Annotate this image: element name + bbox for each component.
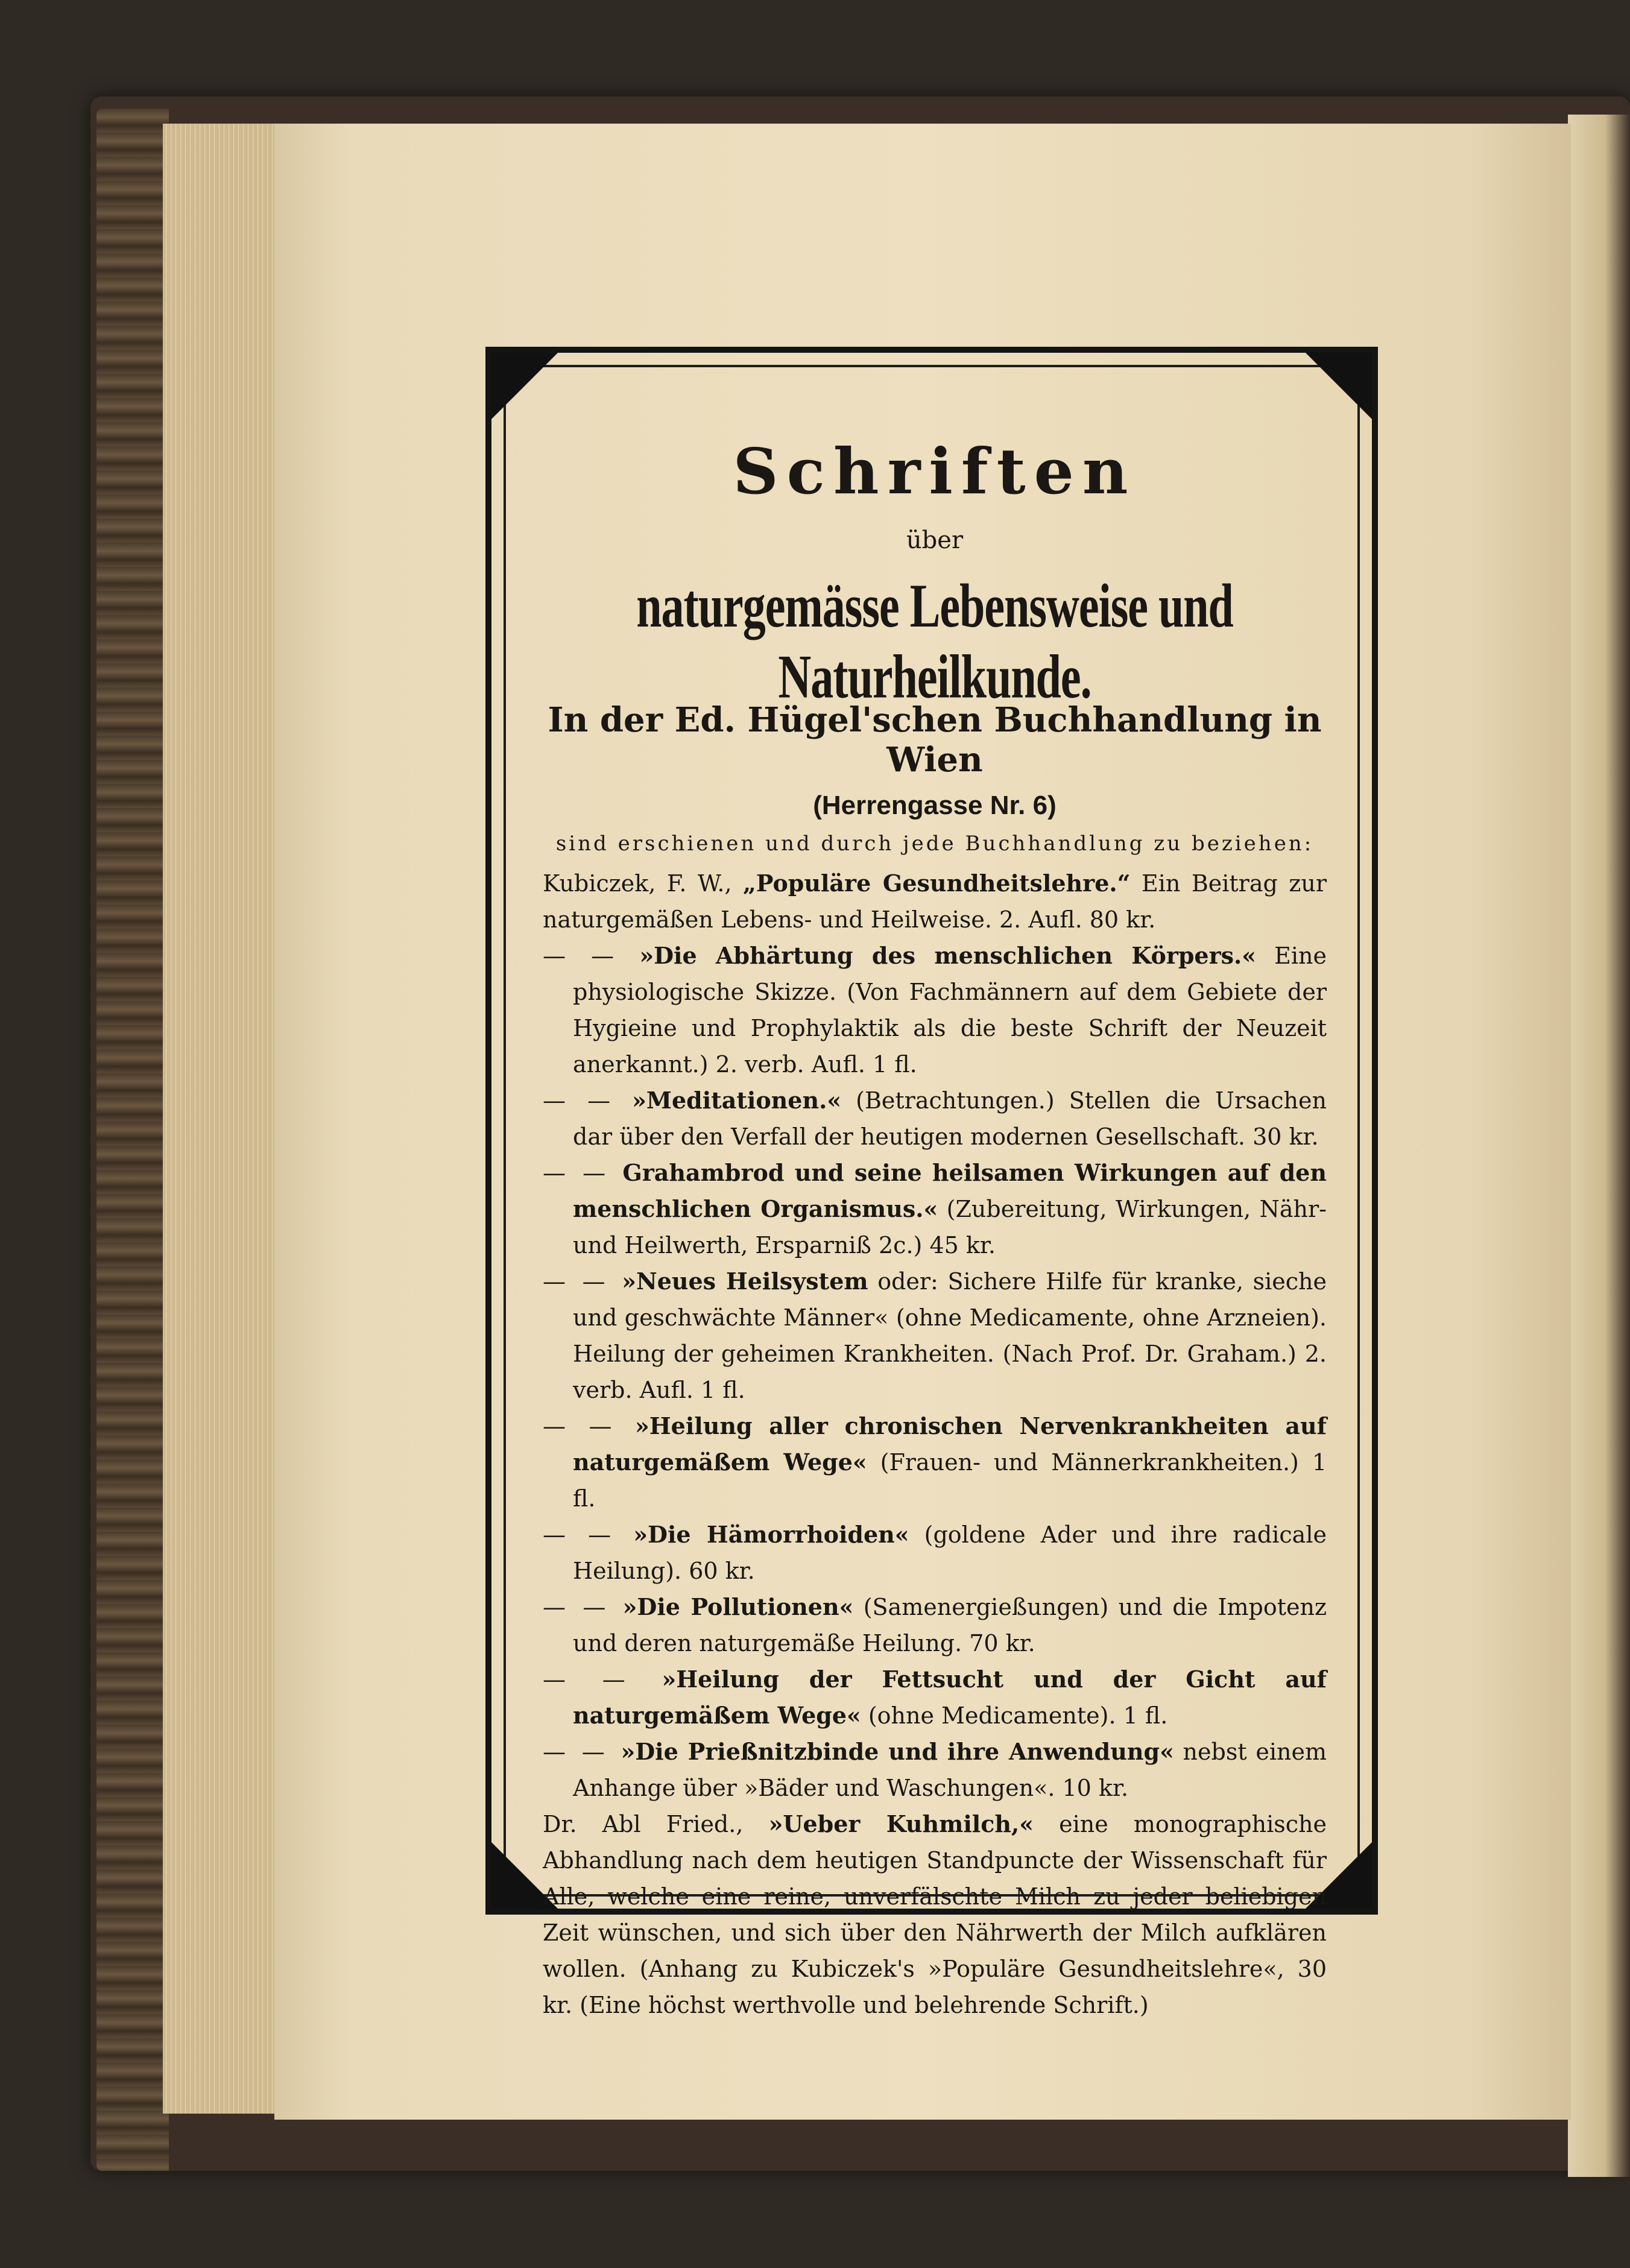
page-edges bbox=[163, 124, 277, 2114]
entry-text: (ohne Medicamente). 1 fl. bbox=[861, 1702, 1168, 1729]
entry-title: »Heilung der Fettsucht und der Gicht auf naturgemäßem Wege« bbox=[573, 1666, 1327, 1729]
list-item bbox=[543, 865, 1327, 938]
list-item bbox=[543, 1589, 1327, 1661]
entry-title: »Die Hämorrhoiden« bbox=[633, 1521, 909, 1548]
entry-title: Grahambrod und seine heilsamen Wirkungen auf den menschlichen Organismus.« bbox=[573, 1159, 1327, 1222]
entry-lead: — — bbox=[543, 1087, 633, 1114]
entry-title: »Ueber Kuhmilch,« bbox=[768, 1810, 1034, 1837]
entry-text: Ein Beitrag zur naturgemäßen Lebens- und Heilweise. 2. Aufl. 80 kr. bbox=[543, 870, 1327, 933]
entry-lead: — — bbox=[543, 943, 640, 969]
entry-text: (Zubereitung, Wirkungen, Nähr- und Heilwerth, Ersparniß 2c.) 45 kr. bbox=[573, 1196, 1327, 1259]
entry-lead: — — bbox=[543, 1521, 634, 1548]
corner-ornament-top-right bbox=[1306, 353, 1372, 419]
intro-line: sind erschienen und durch jede Buchhandlung zu beziehen: bbox=[555, 832, 1314, 856]
entry-text: oder: Sichere Hilfe für kranke, sieche und geschwächte Männer« (ohne Medicamente, ohne Arzneien). Heilung der geheimen Krankheiten. (Nach Prof. Dr. Graham.) 2. verb. Aufl. 1 fl. bbox=[573, 1268, 1327, 1403]
entry-title: »Die Prießnitzbinde und ihre Anwendung« bbox=[621, 1738, 1174, 1765]
page-title: Schriften bbox=[733, 434, 1137, 508]
marbled-spine bbox=[96, 109, 169, 2171]
list-item bbox=[543, 1734, 1327, 1806]
entry-lead: — — bbox=[543, 1268, 622, 1295]
right-page-edge bbox=[1568, 115, 1630, 2177]
entry-lead: Kubiczek, F. W., bbox=[543, 870, 744, 897]
list-item bbox=[543, 1155, 1327, 1263]
entry-title: „Populäre Gesundheitslehre.“ bbox=[743, 870, 1131, 897]
entry-lead: — — bbox=[543, 1160, 623, 1186]
entry-text: (Frauen- und Männerkrankheiten.) 1 fl. bbox=[573, 1449, 1327, 1512]
entry-text: Eine physiologische Skizze. (Von Fachmännern auf dem Gebiete der Hygieine und Prophylaktik als die beste Schrift der Neuzeit anerkannt.) 2. verb. Aufl. 1 fl. bbox=[573, 943, 1327, 1078]
entry-text: (Samenergießungen) und die Impotenz und deren naturgemäße Heilung. 70 kr. bbox=[573, 1594, 1327, 1657]
entry-text: nebst einem Anhange über »Bäder und Waschungen«. 10 kr. bbox=[573, 1739, 1327, 1801]
ueber-line: über bbox=[906, 526, 964, 554]
entry-title: »Heilung aller chronischen Nervenkrankheiten auf naturgemäßem Wege« bbox=[573, 1412, 1327, 1476]
publication-list bbox=[543, 865, 1327, 2023]
entry-title: »Meditationen.« bbox=[632, 1087, 842, 1114]
entry-title: »Die Abhärtung des menschlichen Körpers.« bbox=[639, 942, 1256, 969]
entry-title: »Neues Heilsystem bbox=[622, 1268, 868, 1295]
subject-heading: naturgemässe Lebensweise und Naturheilkunde. bbox=[636, 572, 1233, 712]
entry-title: »Die Pollutionen« bbox=[622, 1593, 854, 1620]
list-item bbox=[543, 1661, 1327, 1734]
publisher-address: (Herrengasse Nr. 6) bbox=[813, 791, 1057, 820]
entry-lead: — — bbox=[543, 1594, 623, 1620]
entry-text: (Betrachtungen.) Stellen die Ursachen dar über den Verfall der heutigen modernen Gesellschaft. 30 kr. bbox=[573, 1087, 1327, 1150]
entry-lead: Dr. Abl Fried., bbox=[543, 1811, 769, 1837]
list-item bbox=[543, 1517, 1327, 1589]
list-item bbox=[543, 1806, 1327, 2023]
entry-lead: — — bbox=[543, 1413, 636, 1439]
entry-text: (goldene Ader und ihre radicale Heilung). 60 kr. bbox=[573, 1521, 1327, 1584]
entry-lead: — — bbox=[543, 1739, 621, 1765]
publisher-line: In der Ed. Hügel'schen Buchhandlung in Wien bbox=[548, 700, 1322, 780]
entry-lead: — — bbox=[543, 1666, 662, 1693]
advertisement-content bbox=[543, 410, 1327, 2023]
list-item bbox=[543, 1408, 1327, 1517]
entry-text: eine monographische Abhandlung nach dem heutigen Standpuncte der Wissenschaft für Alle, welche eine reine, unverfälschte Milch zu jeder beliebigen Zeit wünschen, und sich über den Nährwerth der Milch aufklären wollen. (Anhang zu Kubiczek's »Populäre Gesundheitslehre«, 30 kr. (Eine höchst werthvolle und belehrende Schrift.) bbox=[543, 1811, 1327, 2018]
corner-ornament-top-left bbox=[491, 353, 558, 419]
list-item bbox=[543, 1263, 1327, 1408]
list-item bbox=[543, 938, 1327, 1082]
list-item bbox=[543, 1082, 1327, 1155]
